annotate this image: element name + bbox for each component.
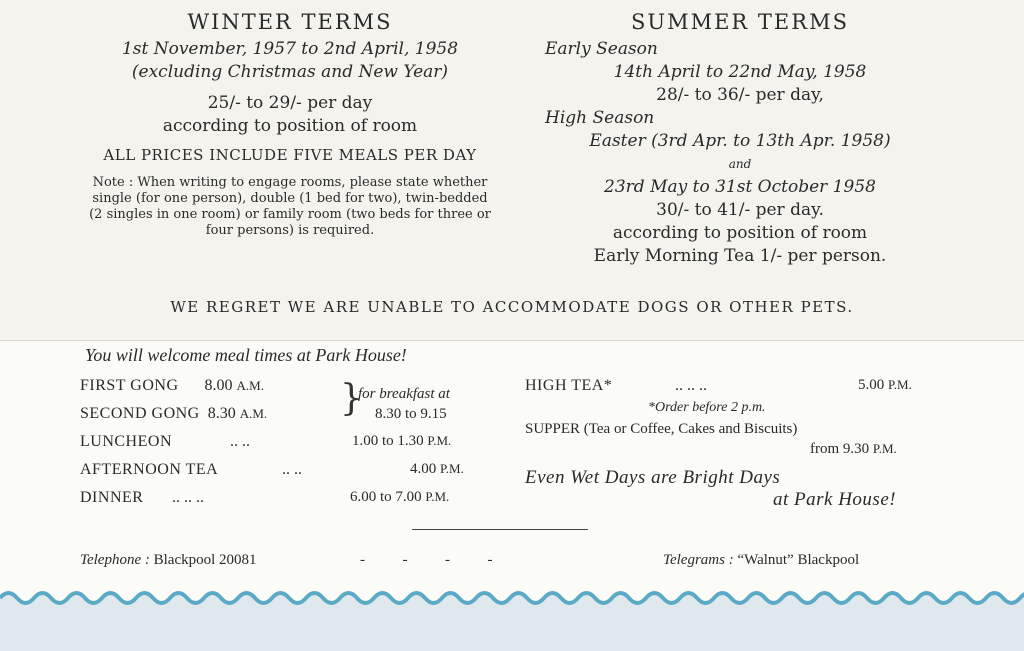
luncheon-time-value: 1.00 to 1.30 [352, 433, 424, 449]
divider-rule [412, 529, 588, 530]
early-season-label: Early Season [545, 39, 658, 59]
pm-label: P.M. [872, 441, 897, 456]
telephone-label: Telephone : [80, 552, 150, 568]
pm-label: P.M. [425, 489, 450, 504]
dinner-label: DINNER [80, 489, 144, 506]
luncheon [80, 433, 172, 451]
wet-days-line-2: at Park House! [773, 489, 897, 510]
first-gong-label: FIRST GONG [80, 377, 179, 394]
winter-terms [60, 10, 520, 239]
brace-glyph: } [340, 378, 363, 419]
second-gong-label: SECOND GONG [80, 405, 200, 422]
supper: SUPPER (Tea or Coffee, Cakes and Biscuits) [525, 421, 798, 437]
afternoon-time-value: 4.00 [410, 461, 437, 477]
supper-time-value: from 9.30 [810, 441, 870, 457]
and-label: and [728, 157, 752, 171]
welcome-heading: You will welcome meal times at Park House! [85, 345, 407, 365]
early-season-price: 28/- to 36/- per day, [656, 85, 824, 105]
telegrams-label: Telegrams : [663, 552, 734, 568]
booking-note: Note : When writing to engage rooms, please state whether single (for one person), double (1 bed for two), twin-bedded (2 singles in one room) or family room (two beds for three or four persons) is required. [89, 175, 491, 238]
high-tea-dots: .. .. .. [675, 377, 707, 394]
summer-terms [545, 10, 935, 268]
meals-included: ALL PRICES INCLUDE FIVE MEALS PER DAY [103, 146, 477, 164]
dinner-dots: .. .. .. [172, 489, 204, 506]
summer-heading: SUMMER TERMS [631, 10, 849, 34]
luncheon-dots: .. .. [230, 433, 250, 450]
dinner-time-value: 6.00 to 7.00 [350, 489, 422, 505]
am-label: A.M. [239, 406, 268, 421]
early-morning-tea: Early Morning Tea 1/- per person. [593, 246, 887, 266]
dinner-time [350, 489, 449, 506]
high-season-dates: 23rd May to 31st October 1958 [604, 177, 876, 197]
high-tea-time [858, 377, 912, 394]
pets-notice: WE REGRET WE ARE UNABLE TO ACCOMMODATE DOGS OR OTHER PETS. [170, 298, 854, 316]
afternoon-time [410, 461, 464, 478]
luncheon-time [352, 433, 451, 450]
summer-position: according to position of room [612, 223, 868, 243]
high-tea-label: HIGH TEA* [525, 377, 613, 394]
telephone-number: Blackpool 20081 [153, 552, 257, 568]
supper-time [810, 441, 897, 458]
high-season-label: High Season [545, 108, 655, 128]
first-gong-time: 8.00 [204, 377, 233, 394]
winter-exclusion: (excluding Christmas and New Year) [131, 62, 449, 82]
pm-label: P.M. [427, 433, 452, 448]
luncheon-label: LUNCHEON [80, 433, 172, 450]
afternoon-tea-label: AFTERNOON TEA [80, 461, 219, 478]
pm-label: P.M. [440, 461, 464, 476]
early-season-dates: 14th April to 22nd May, 1958 [613, 62, 867, 82]
second-gong [80, 405, 267, 423]
high-tea-time-value: 5.00 [858, 377, 885, 393]
footer-dashes: - - - - [360, 552, 493, 568]
pm-label: P.M. [888, 377, 912, 392]
telephone [80, 552, 257, 569]
telegrams-address: “Walnut” Blackpool [737, 552, 860, 568]
easter-dates: Easter (3rd Apr. to 13th Apr. 1958) [589, 131, 891, 151]
high-tea [525, 377, 612, 395]
wet-days-line-1: Even Wet Days are Bright Days [525, 467, 781, 488]
telegrams [663, 552, 859, 569]
wave-border [0, 580, 1024, 651]
afternoon-dots: .. .. [282, 461, 302, 478]
breakfast-range: 8.30 to 9.15 [375, 406, 447, 422]
first-gong [80, 377, 264, 395]
winter-dates: 1st November, 1957 to 2nd April, 1958 [121, 39, 459, 59]
winter-position: according to position of room [162, 116, 418, 136]
dinner [80, 489, 143, 507]
am-label: A.M. [236, 378, 264, 393]
winter-price: 25/- to 29/- per day [207, 93, 373, 113]
high-season-price: 30/- to 41/- per day. [656, 200, 824, 220]
winter-heading: WINTER TERMS [187, 10, 393, 34]
afternoon-tea [80, 461, 218, 479]
order-note: *Order before 2 p.m. [648, 400, 766, 415]
breakfast-label: for breakfast at [358, 386, 450, 402]
second-gong-time: 8.30 [207, 405, 236, 422]
